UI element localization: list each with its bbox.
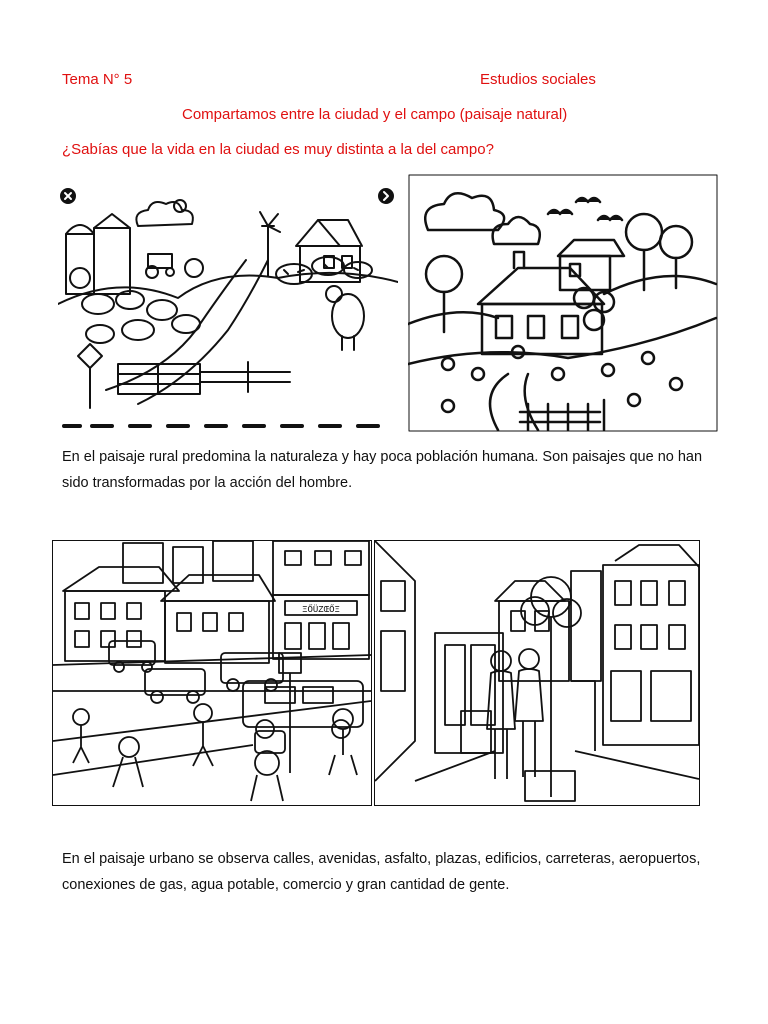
rural-description: En el paisaje rural predomina la naturaleza y hay poca población humana. Son paisajes que no han sido transformadas por la acción del hombre.	[62, 449, 703, 491]
city-people-image	[374, 540, 700, 806]
intro-question: ¿Sabías que la vida en la ciudad es muy distinta a la del campo?	[62, 141, 494, 158]
page-title: Compartamos entre la ciudad y el campo (paisaje natural)	[182, 106, 568, 123]
topic-label: Tema N° 5	[62, 71, 133, 88]
subject-label: Estudios sociales	[480, 71, 596, 88]
city-cars-image	[52, 540, 372, 806]
countryside-image	[408, 174, 718, 432]
urban-description: En el paisaje urbano se observa calles, avenidas, asfalto, plazas, edificios, carreteras, aeropuertos, conexiones de gas, agua potable, comercio y gran cantidad de gente.	[62, 851, 701, 893]
shop-sign: ΞŐÜZŒŐΞ	[302, 605, 340, 615]
farm-image	[58, 186, 398, 434]
